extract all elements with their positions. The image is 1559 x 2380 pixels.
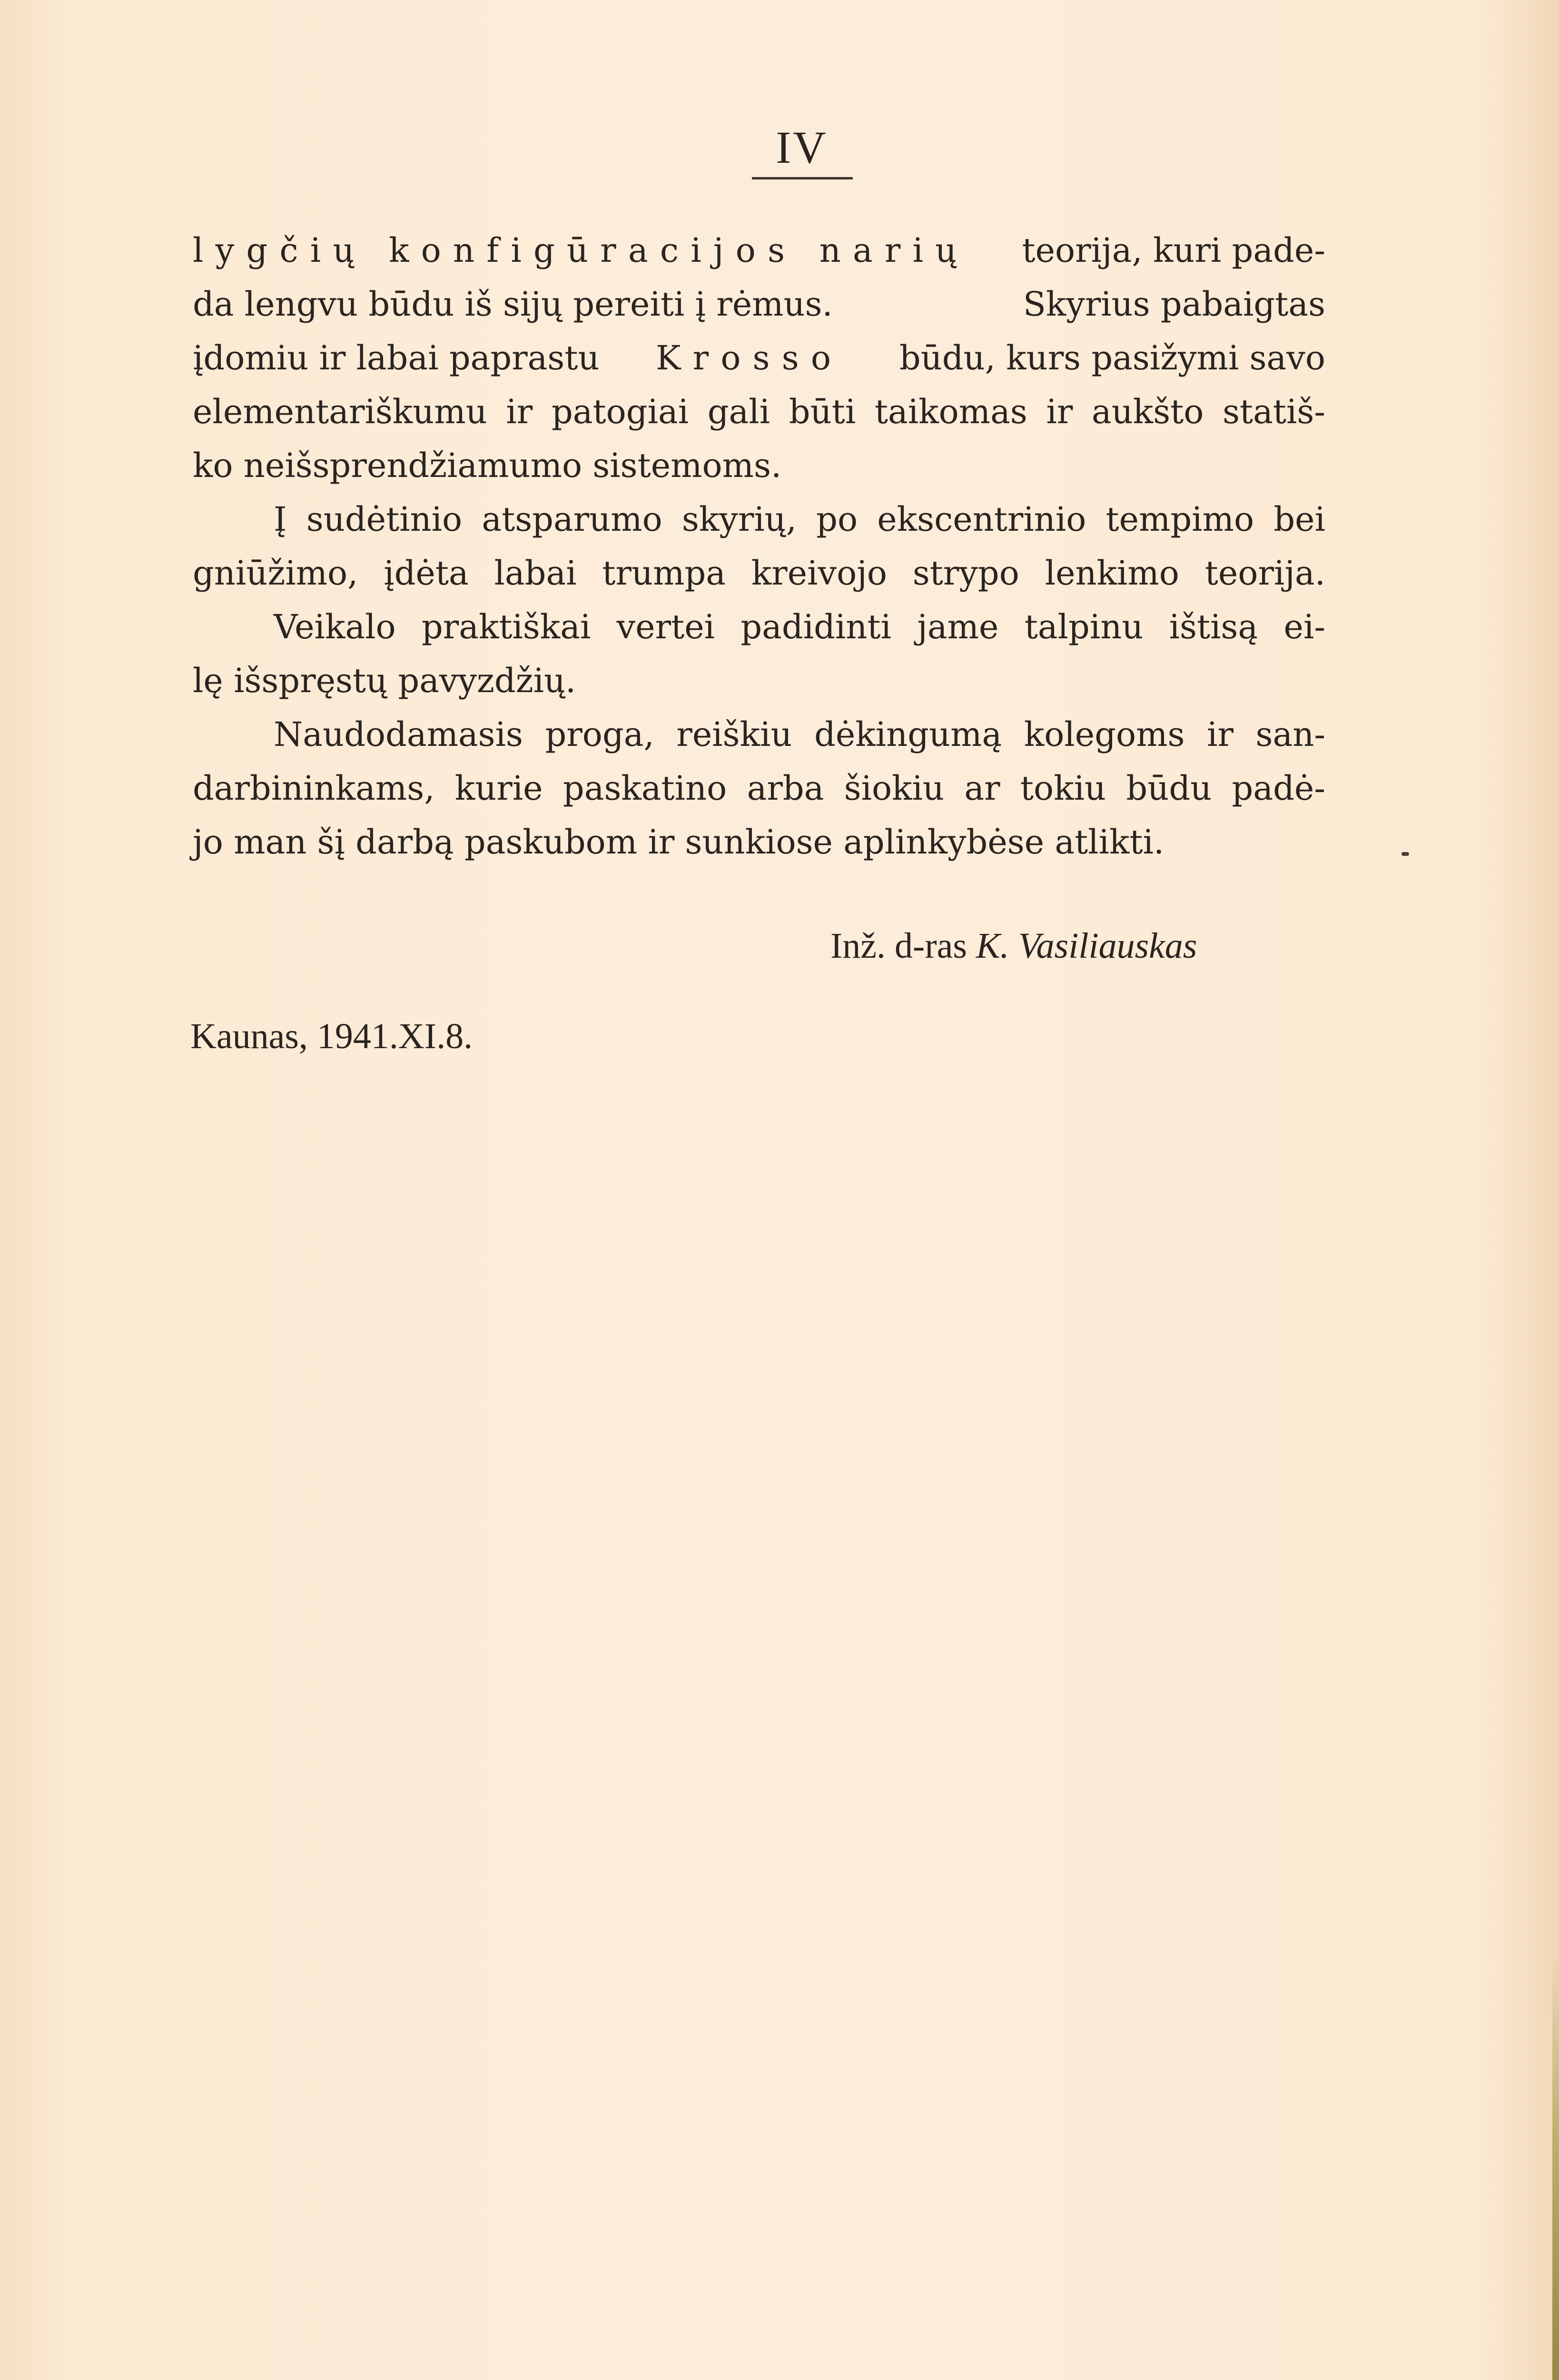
- text-segment: Veikalo praktiškai vertei padidinti jame talpinu ištisą ei-: [274, 607, 1325, 646]
- text-segment: Naudodamasis proga, reiškiu dėkingumą kolegoms ir san-: [274, 715, 1325, 754]
- text-segment: jo man šį darbą paskubom ir sunkiose aplinkybėse atlikti.: [193, 823, 1164, 862]
- spaced-name: Krosso: [656, 338, 843, 377]
- text-segment: Skyrius pabaigtas: [1023, 285, 1325, 324]
- text-segment: būdu, kurs pasižymi savo: [899, 338, 1325, 377]
- text-segment: lę išspręstų pavyzdžių.: [193, 661, 576, 700]
- text-segment: įdomiu ir labai paprastu: [193, 338, 600, 377]
- text-line: [193, 654, 1325, 708]
- text-line: [193, 331, 1325, 385]
- text-line: [193, 224, 1325, 278]
- text-segment: ko neišsprendžiamumo sistemoms.: [193, 446, 782, 485]
- text-segment: elementariškumu ir patogiai gali būti taikomas ir aukšto statiš-: [193, 392, 1325, 431]
- text-segment: teorija, kuri pade-: [1022, 231, 1325, 270]
- author-title: Inž. d-ras: [830, 926, 967, 966]
- page-number-underline: [752, 177, 853, 179]
- text-segment: Į sudėtinio atsparumo skyrių, po ekscentrinio tempimo bei: [274, 500, 1325, 539]
- text-line: [193, 815, 1325, 869]
- text-line: [193, 708, 1325, 762]
- text-line: [193, 385, 1325, 439]
- text-line: [193, 546, 1325, 600]
- author-name: K. Vasiliauskas: [976, 926, 1197, 966]
- text-line: [193, 600, 1325, 654]
- text-segment: darbininkams, kurie paskatino arba šiokiu ar tokiu būdu padė-: [193, 769, 1325, 808]
- page-number: IV: [776, 122, 828, 173]
- text-segment: da lengvu būdu iš sijų pereiti į rėmus.: [193, 285, 833, 324]
- text-line: [193, 278, 1325, 331]
- author-signature: [830, 920, 1197, 972]
- page-edge-shadow: [1552, 1952, 1559, 2380]
- body-text: [193, 224, 1325, 869]
- ink-speck: [1401, 852, 1409, 856]
- text-line: [193, 762, 1325, 815]
- spaced-phrase: lygčių konfigūracijos narių: [193, 231, 969, 270]
- text-line: [193, 439, 1325, 493]
- place-date: Kaunas, 1941.XI.8.: [190, 1016, 473, 1056]
- text-line: [193, 493, 1325, 546]
- text-segment: gniūžimo, įdėta labai trumpa kreivojo strypo lenkimo teorija.: [193, 554, 1325, 593]
